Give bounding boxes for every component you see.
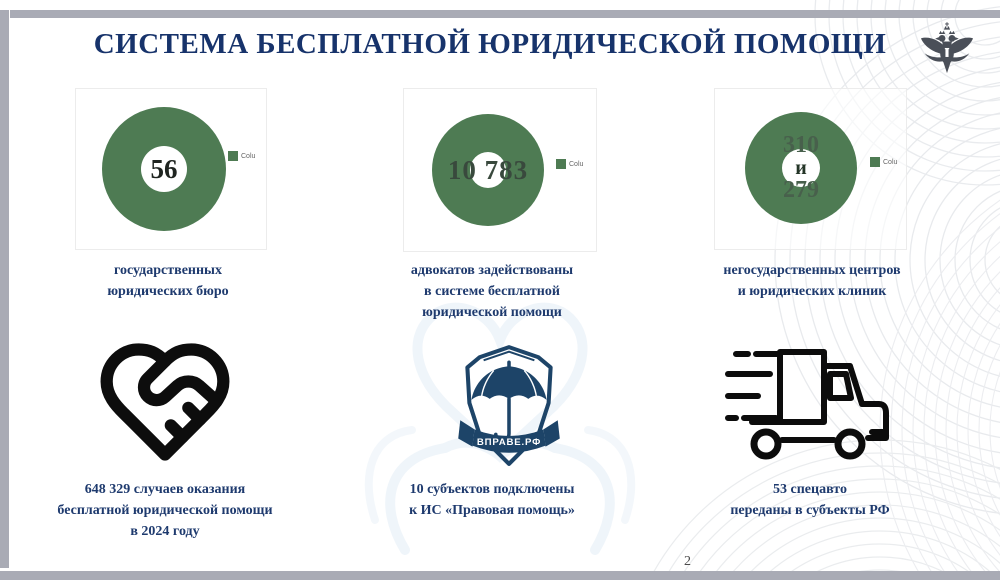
donut-value-mid: и [795, 156, 807, 179]
chart-card-state-bureaus [75, 88, 267, 250]
legend-swatch [228, 151, 238, 161]
donut-value: 10 783 [447, 154, 529, 185]
legend-swatch [556, 159, 566, 169]
frame-bar-left [0, 10, 9, 568]
donut-value: 56 [150, 153, 178, 184]
donut-value-top: 310 [783, 132, 819, 159]
donut-chart-nonstate-centers [745, 112, 857, 224]
logo-banner-text: ВПРАВЕ.РФ [476, 437, 542, 449]
caption-lawyers: адвокатов задействованы в системе бесплатной юридической помощи [410, 263, 574, 320]
legend-label: Colu [241, 152, 256, 160]
chart-legend [228, 151, 255, 161]
chart-card-nonstate-centers [714, 88, 907, 250]
page-number: 2 [684, 554, 691, 569]
chart-card-lawyers [403, 88, 597, 252]
caption-cases-2024: 648 329 случаев оказания бесплатной юридической помощи в 2024 году [57, 482, 273, 539]
ministry-eagle-emblem [916, 16, 978, 88]
legend-swatch [870, 157, 880, 167]
legend-label: Colu [883, 158, 898, 166]
caption-special-vehicles: 53 спецавто переданы в субъекты РФ [730, 482, 890, 518]
donut-value [745, 112, 857, 224]
donut-chart-lawyers [432, 114, 544, 226]
legend-label: Colu [569, 160, 584, 168]
umbrella-shield-logo [448, 340, 570, 472]
caption-subjects-connected: 10 субъектов подключены к ИС «Правовая помощь» [409, 482, 575, 518]
chart-legend [556, 159, 583, 169]
delivery-truck-icon [722, 336, 902, 476]
page-title: СИСТЕМА БЕСПЛАТНОЙ ЮРИДИЧЕСКОЙ ПОМОЩИ [93, 28, 887, 60]
caption-nonstate-centers: негосударственных центров и юридических клиник [723, 263, 901, 299]
frame-bar-top [10, 10, 1000, 18]
donut-chart-state-bureaus [102, 107, 226, 231]
heart-handshake-icon [95, 332, 235, 472]
chart-legend [870, 157, 897, 167]
donut-value-bottom: 279 [783, 177, 819, 204]
caption-state-bureaus: государственных юридических бюро [107, 263, 229, 299]
frame-bar-bottom [0, 571, 1000, 580]
